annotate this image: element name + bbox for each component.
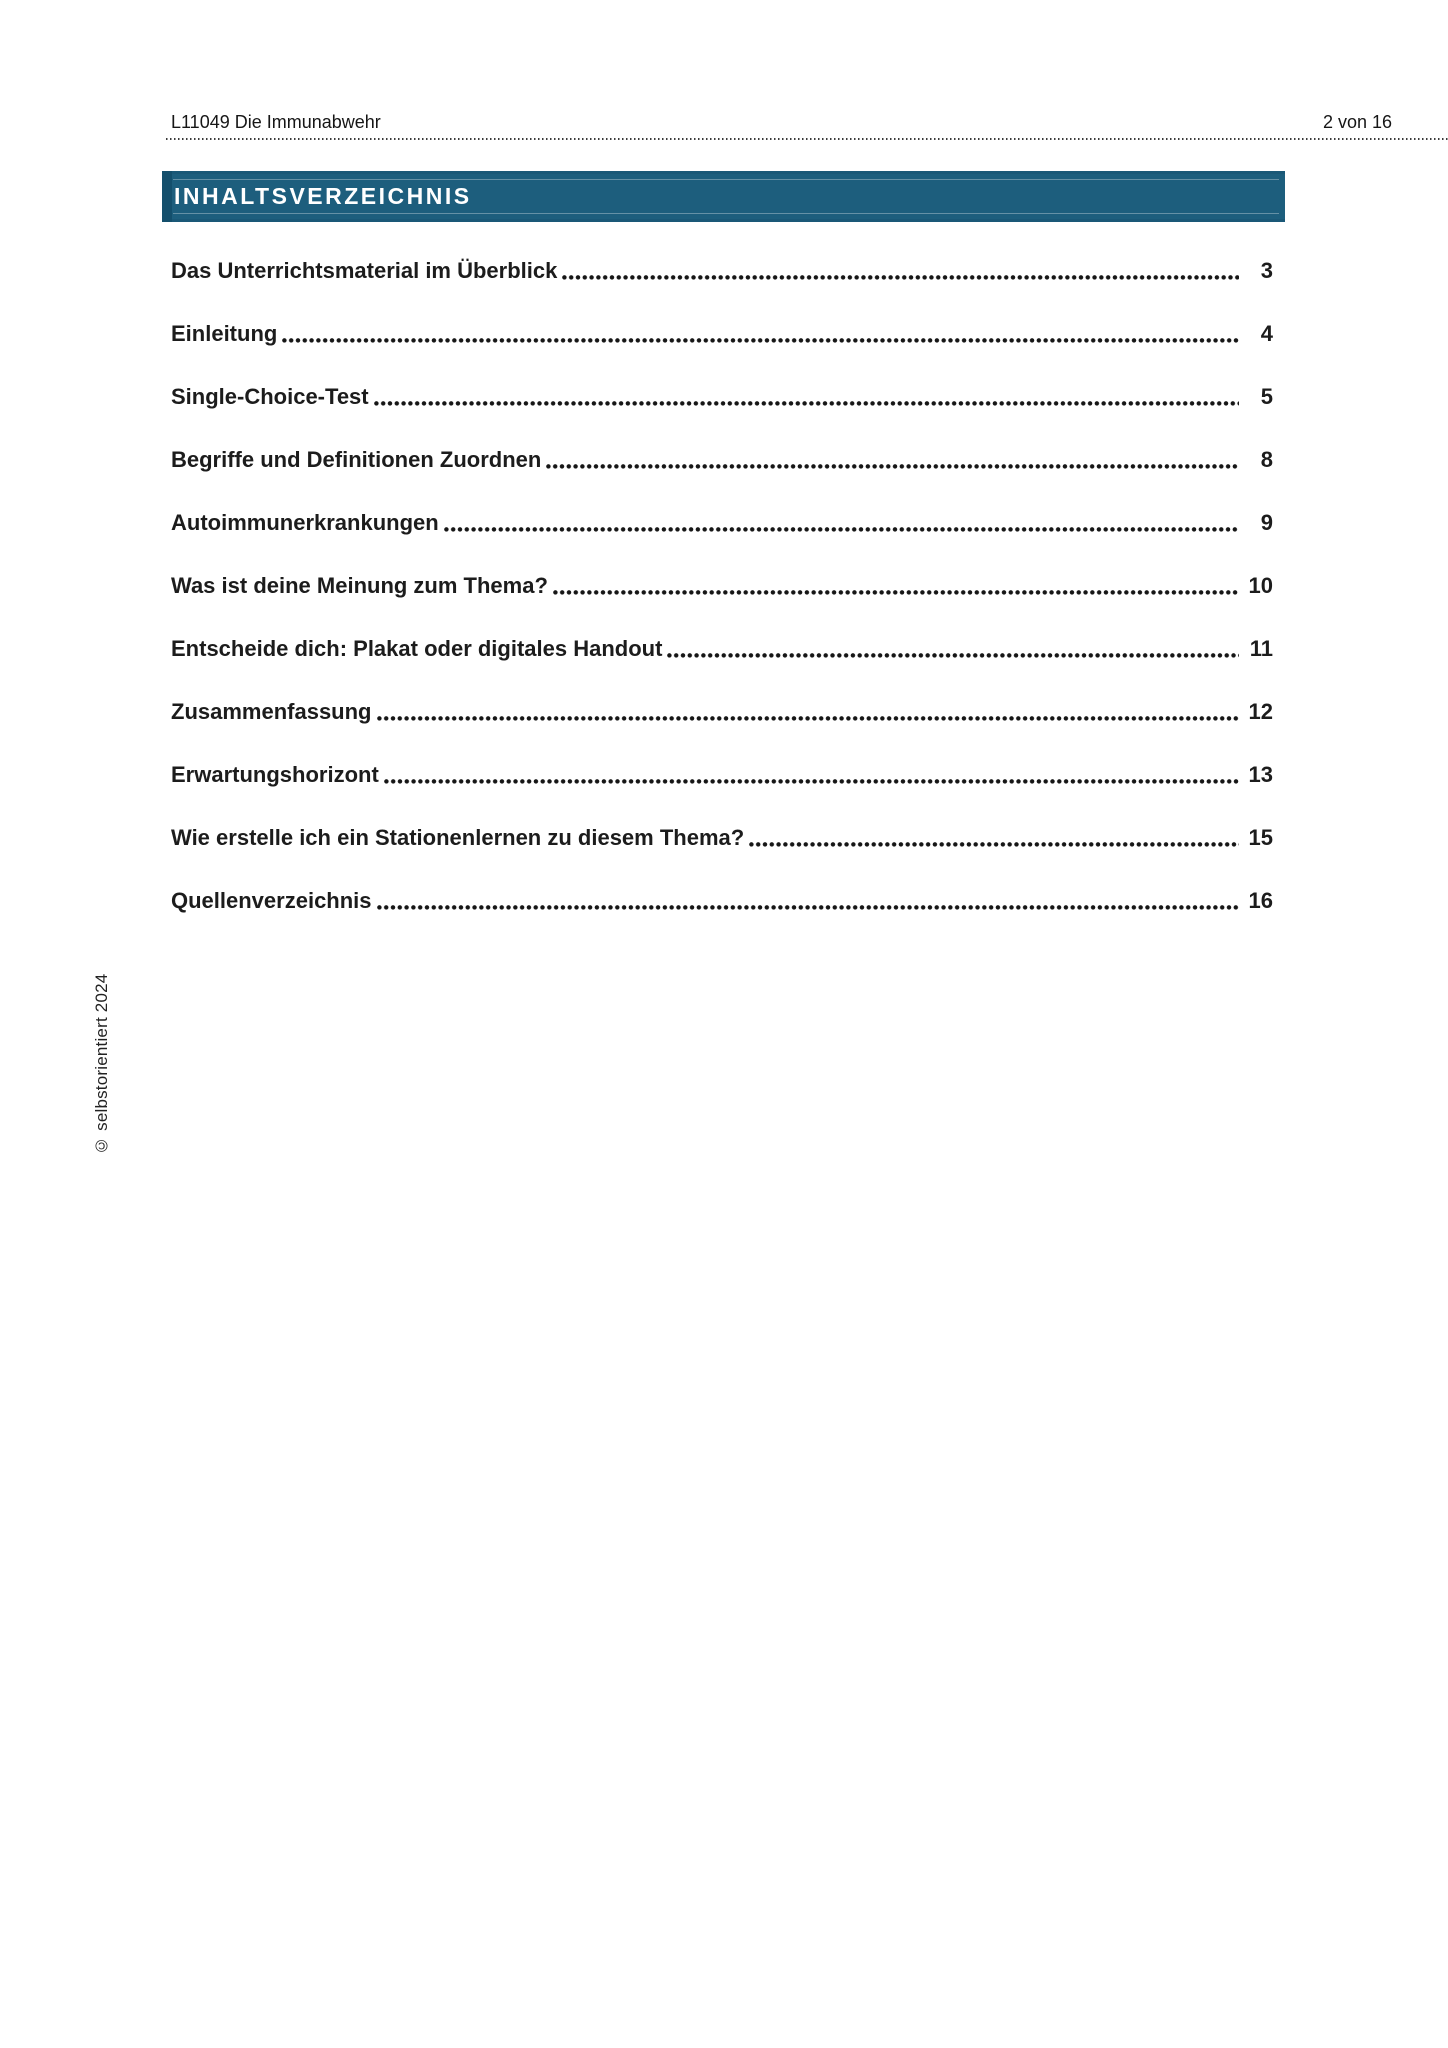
- toc-dot-leader: [749, 842, 1239, 847]
- page-header: [171, 112, 1392, 133]
- toc-dot-leader: [377, 905, 1239, 910]
- toc-entry-label: Begriffe und Definitionen Zuordnen: [171, 446, 542, 472]
- toc-entry-page-number: 10: [1248, 572, 1273, 598]
- toc-entry-label: Wie erstelle ich ein Stationenlernen zu diesem Thema?: [171, 824, 745, 850]
- toc-entry: [171, 365, 1273, 428]
- toc-dot-leader: [667, 653, 1239, 658]
- toc-entry: [171, 806, 1273, 869]
- toc-entry: [171, 428, 1273, 491]
- document-code: L11049 Die Immunabwehr: [171, 112, 381, 132]
- toc-list: [171, 239, 1273, 932]
- toc-entry: [171, 302, 1273, 365]
- toc-dot-leader: [377, 716, 1240, 721]
- toc-entry: [171, 617, 1273, 680]
- toc-dot-leader: [374, 401, 1239, 406]
- toc-entry-label: Autoimmunerkrankungen: [171, 509, 439, 535]
- toc-entry-page-number: 12: [1248, 698, 1273, 724]
- toc-entry-label: Einleitung: [171, 320, 278, 346]
- toc-dot-leader: [553, 590, 1239, 595]
- toc-entry-label: Das Unterrichtsmaterial im Überblick: [171, 257, 558, 283]
- toc-entry: [171, 869, 1273, 932]
- toc-entry-page-number: 13: [1248, 761, 1273, 787]
- header-divider: [166, 138, 1448, 140]
- toc-entry-page-number: 8: [1260, 446, 1273, 472]
- toc-dot-leader: [282, 338, 1239, 343]
- toc-entry-page-number: 4: [1260, 320, 1273, 346]
- toc-entry: [171, 491, 1273, 554]
- toc-entry: [171, 239, 1273, 302]
- toc-entry-label: Entscheide dich: Plakat oder digitales Handout: [171, 635, 663, 661]
- toc-entry-label: Single-Choice-Test: [171, 383, 369, 409]
- toc-entry-page-number: 5: [1260, 383, 1273, 409]
- toc-entry: [171, 554, 1273, 617]
- toc-entry-label: Zusammenfassung: [171, 698, 372, 724]
- toc-entry-label: Erwartungshorizont: [171, 761, 379, 787]
- page-number-indicator: 2 von 16: [1322, 112, 1392, 132]
- toc-title: INHALTSVERZEICHNIS: [174, 183, 472, 209]
- toc-entry-page-number: 9: [1260, 509, 1273, 535]
- toc-entry-page-number: 15: [1248, 824, 1273, 850]
- toc-entry: [171, 680, 1273, 743]
- copyright-vertical-text: © selbstorientiert 2024: [92, 973, 111, 1155]
- toc-entry-label: Quellenverzeichnis: [171, 887, 372, 913]
- toc-entry-label: Was ist deine Meinung zum Thema?: [171, 572, 548, 598]
- toc-dot-leader: [444, 527, 1239, 532]
- toc-dot-leader: [384, 779, 1239, 784]
- toc-entry-page-number: 3: [1260, 257, 1273, 283]
- toc-dot-leader: [562, 275, 1239, 280]
- toc-entry: [171, 743, 1273, 806]
- toc-entry-page-number: 16: [1248, 887, 1273, 913]
- toc-entry-page-number: 11: [1249, 635, 1273, 661]
- toc-title-bar: [162, 171, 1285, 222]
- toc-dot-leader: [546, 464, 1239, 469]
